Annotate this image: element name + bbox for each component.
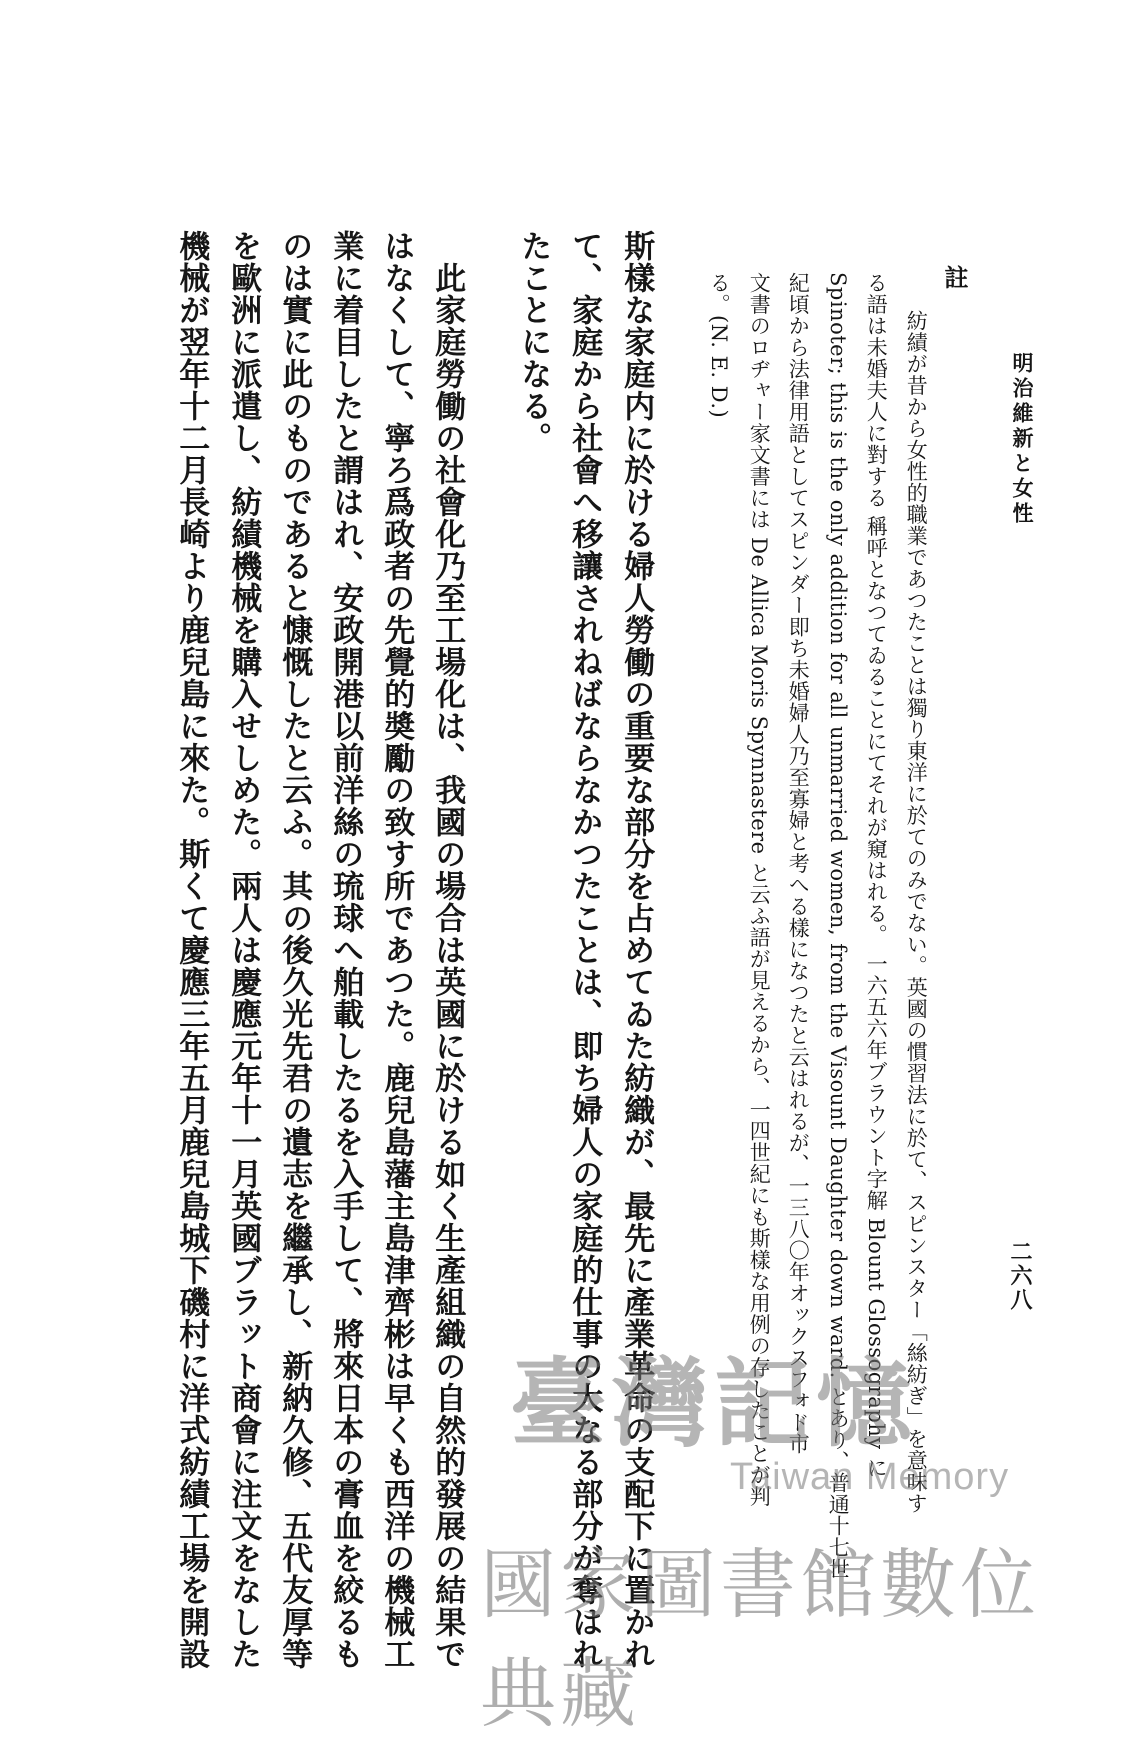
watermark-subtitle: 國家圖書館數位典藏 <box>480 1540 1040 1738</box>
body-line: て、家庭から社會へ移讓されねばならなかつたことは、即ち婦人の家庭的仕事の大なる部分が奪はれ <box>566 230 603 1670</box>
running-header-title: 明治維新と女性 <box>1010 352 1035 527</box>
body-line: 業に着目したと謂はれ、安政開港以前洋絲の琉球へ舶載したるを入手して、將來日本の膏血を絞るも <box>327 230 364 1670</box>
body-line: 機械が翌年十二月長崎より鹿兒島に來た。斯くて慶應三年五月鹿兒島城下磯村に洋式紡績工場を開設 <box>173 230 210 1670</box>
body-line: を歐洲に派遣し、紡績機械を購入せしめた。兩人は慶應元年十一月英國ブラット商會に注文をなした <box>225 230 262 1670</box>
note-line: Spinoter; this is the only addition for all unmarried women, from the Visount Daughter down ward. とあり、普通十七世 <box>826 272 851 1580</box>
body-line: 斯樣な家庭内に於ける婦人勞働の重要な部分を占めてゐた紡織が、最先に產業革命の支配下に置かれ <box>618 230 655 1670</box>
note-line: る。(N. E. D.) <box>707 272 732 419</box>
body-line: 此家庭勞働の社會化乃至工場化は、我國の場合は英國に於ける如く生產組織の自然的發展の結果で <box>429 262 466 1670</box>
body-line: のは實に此のものであると慷慨したと云ふ。其の後久光先君の遺志を繼承し、新納久修、五代友厚等 <box>276 230 313 1670</box>
body-line: たことになる。 <box>515 230 552 454</box>
note-line: 紀頃から法律用語としてスピンダー即ち未婚婦人乃至寡婦と考へる樣になつたと云はれるが、一三八〇年オックスフォド市 <box>786 272 811 1455</box>
note-line: る語は未婚夫人に對する 稱呼となつてゐることにてそれが窺はれる。 一六五六年ブラウント字解 Blount Glossography に <box>864 272 889 1479</box>
note-line: 紡績が昔から女性的職業であつたことは獨り東洋に於てのみでない。英國の慣習法に於て、スピンスター「絲紡ぎ」を意味す <box>904 310 929 1514</box>
watermark-english: Taiwan Memory <box>730 1456 1010 1498</box>
note-line: 文書のロヂャー家文書には De Allica Moris Spynnastere と云ふ語が見えるから、一四世紀にも斯樣な用例の存したことが判 <box>747 272 772 1507</box>
note-mark: 註 <box>940 265 969 289</box>
watermark-logo-text: 臺灣記憶 <box>510 1348 918 1460</box>
page-number: 二六八 <box>1007 1240 1033 1312</box>
body-line: はなくして、寧ろ爲政者の先覺的奬勵の致す所であつた。鹿兒島藩主島津齊彬は早くも西洋の機械工 <box>378 230 415 1670</box>
